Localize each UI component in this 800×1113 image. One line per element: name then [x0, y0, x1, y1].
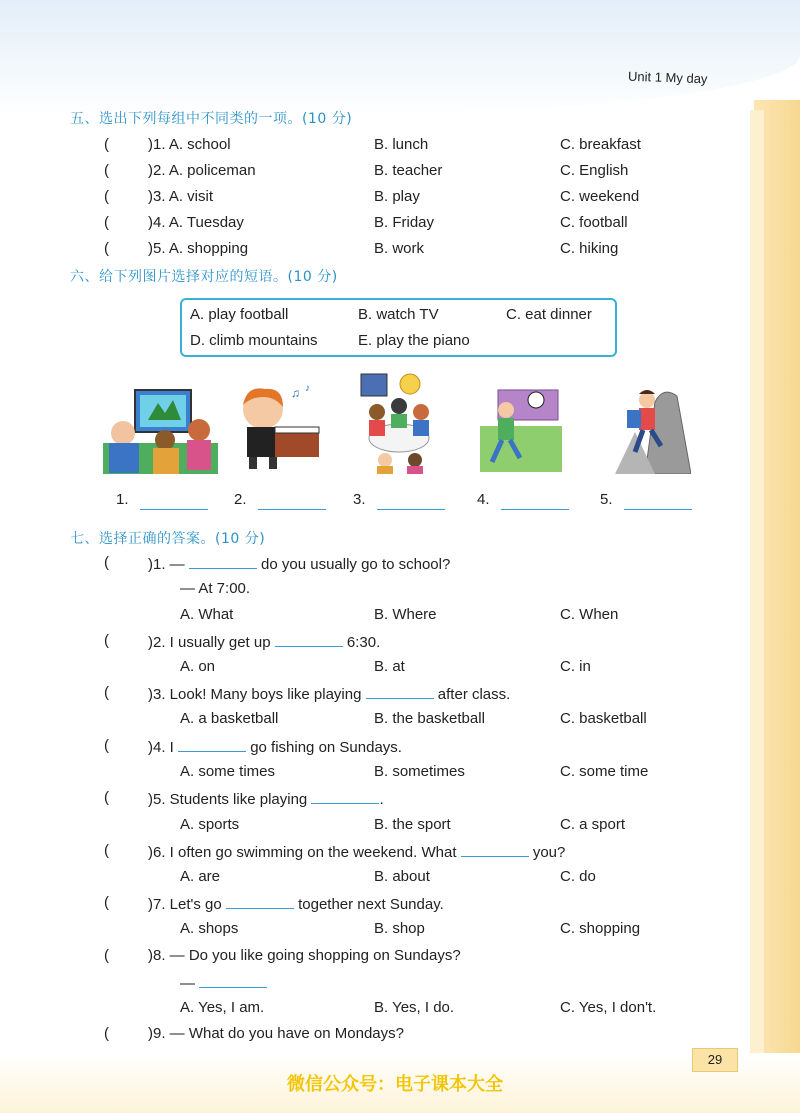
picture-number-4: 4. [477, 491, 490, 508]
paren-open: ( [104, 136, 109, 153]
paren-open: ( [104, 554, 109, 571]
option-d: D. climb mountains [190, 332, 318, 349]
s7-q3-a: A. a basketball [180, 710, 279, 727]
paren-open: ( [104, 188, 109, 205]
picture-number-1: 1. [116, 491, 129, 508]
s7-q1-b: B. Where [374, 606, 437, 623]
option-a: A. play football [190, 306, 289, 323]
s7-q7-b: B. shop [374, 920, 425, 937]
paren-open: ( [104, 214, 109, 231]
paren-open: ( [104, 684, 109, 701]
picture-number-3: 3. [353, 491, 366, 508]
svg-text:♪: ♪ [305, 383, 310, 394]
paren-open: ( [104, 842, 109, 859]
s7-q8-line2: — [180, 973, 267, 992]
s7-q5-text: )5. Students like playing . [148, 791, 384, 808]
s7-q6-text: )6. I often go swimming on the weekend. What you? [148, 844, 566, 861]
s7-q5-c: C. a sport [560, 816, 626, 833]
unit-header: Unit 1 My day [627, 68, 708, 87]
page-edge-highlight [750, 110, 764, 1113]
paren-open: ( [104, 1025, 109, 1042]
s7-q4-text: )4. I go fishing on Sundays. [148, 739, 402, 756]
s7-q8-c: C. Yes, I don't. [560, 999, 657, 1016]
s5-q4-a: )4. A. Tuesday [148, 214, 244, 231]
s7-q9-text: )9. — What do you have on Mondays? [148, 1025, 404, 1042]
answer-blank-1[interactable] [140, 495, 208, 510]
s5-q3-c: C. weekend [560, 188, 640, 205]
answer-blank-3[interactable] [377, 495, 445, 510]
s7-q3-text: )3. Look! Many boys like playing after class. [148, 686, 511, 703]
s7-q1-c: C. When [560, 606, 619, 623]
s5-q2-b: B. teacher [374, 162, 443, 179]
s7-q6-blank[interactable] [461, 842, 529, 857]
s5-q1-a: )1. A. school [148, 136, 231, 153]
s7-q7-c: C. shopping [560, 920, 641, 937]
s7-q6-b: B. about [374, 868, 430, 885]
paren-open: ( [104, 240, 109, 257]
option-c: C. eat dinner [506, 306, 592, 323]
header-background [0, 0, 800, 115]
s5-q3-b: B. play [374, 188, 420, 205]
section-5-title: 五、选出下列每组中不同类的一项。(10 分) [70, 111, 353, 127]
svg-text:♫: ♫ [291, 386, 300, 400]
s7-q2-c: C. in [560, 658, 591, 675]
s5-q2-c: C. English [560, 162, 629, 179]
s5-q1-c: C. breakfast [560, 136, 641, 153]
s7-q4-blank[interactable] [178, 737, 246, 752]
footer-watermark: 微信公众号：电子课本大全 [287, 1074, 503, 1095]
page-number: 29 [692, 1048, 738, 1072]
s7-q3-blank[interactable] [366, 684, 434, 699]
climb-mountains-picture [605, 382, 691, 474]
s7-q5-blank[interactable] [311, 789, 379, 804]
s7-q5-a: A. sports [180, 816, 240, 833]
s7-q1-text: )1. — do you usually go to school? [148, 556, 451, 573]
s7-q7-a: A. shops [180, 920, 239, 937]
s7-q3-b: B. the basketball [374, 710, 485, 727]
s7-q2-b: B. at [374, 658, 405, 675]
s7-q6-a: A. are [180, 868, 221, 885]
s7-q4-b: B. sometimes [374, 763, 465, 780]
s5-q3-a: )3. A. visit [148, 188, 214, 205]
s5-q1-b: B. lunch [374, 136, 429, 153]
answer-blank-5[interactable] [624, 495, 692, 510]
section-6-title: 六、给下列图片选择对应的短语。(10 分) [70, 269, 338, 285]
section-7-title: 七、选择正确的答案。(10 分) [70, 531, 266, 547]
s7-q3-c: C. basketball [560, 710, 647, 727]
option-b: B. watch TV [358, 306, 439, 323]
answer-blank-4[interactable] [501, 495, 569, 510]
paren-open: ( [104, 894, 109, 911]
s7-q8-text: )8. — Do you like going shopping on Sundays? [148, 947, 461, 964]
s7-q2-a: A. on [180, 658, 216, 675]
s7-q1-line2: — At 7:00. [180, 580, 251, 597]
answer-blank-2[interactable] [258, 495, 326, 510]
s7-q8-blank[interactable] [199, 973, 267, 988]
s7-q5-b: B. the sport [374, 816, 451, 833]
s5-q4-c: C. football [560, 214, 628, 231]
s5-q5-c: C. hiking [560, 240, 619, 257]
s5-q5-a: )5. A. shopping [148, 240, 249, 257]
s7-q2-blank[interactable] [275, 632, 343, 647]
watch-tv-picture [103, 388, 218, 474]
paren-open: ( [104, 632, 109, 649]
picture-number-5: 5. [600, 491, 613, 508]
play-football-picture [480, 386, 562, 472]
s5-q4-b: B. Friday [374, 214, 435, 231]
paren-open: ( [104, 162, 109, 179]
s7-q6-c: C. do [560, 868, 596, 885]
s5-q2-a: )2. A. policeman [148, 162, 256, 179]
play-piano-picture [235, 383, 323, 471]
option-e: E. play the piano [358, 332, 470, 349]
paren-open: ( [104, 789, 109, 806]
s7-q7-blank[interactable] [226, 894, 294, 909]
s7-q1-a: A. What [180, 606, 234, 623]
eat-dinner-picture [355, 372, 443, 474]
picture-number-2: 2. [234, 491, 247, 508]
s7-q7-text: )7. Let's go together next Sunday. [148, 896, 444, 913]
s7-q8-b: B. Yes, I do. [374, 999, 455, 1016]
paren-open: ( [104, 737, 109, 754]
s7-q2-text: )2. I usually get up 6:30. [148, 634, 381, 651]
s7-q4-a: A. some times [180, 763, 276, 780]
s7-q8-a: A. Yes, I am. [180, 999, 265, 1016]
s7-q4-c: C. some time [560, 763, 649, 780]
s7-q1-blank[interactable] [189, 554, 257, 569]
paren-open: ( [104, 947, 109, 964]
s5-q5-b: B. work [374, 240, 425, 257]
